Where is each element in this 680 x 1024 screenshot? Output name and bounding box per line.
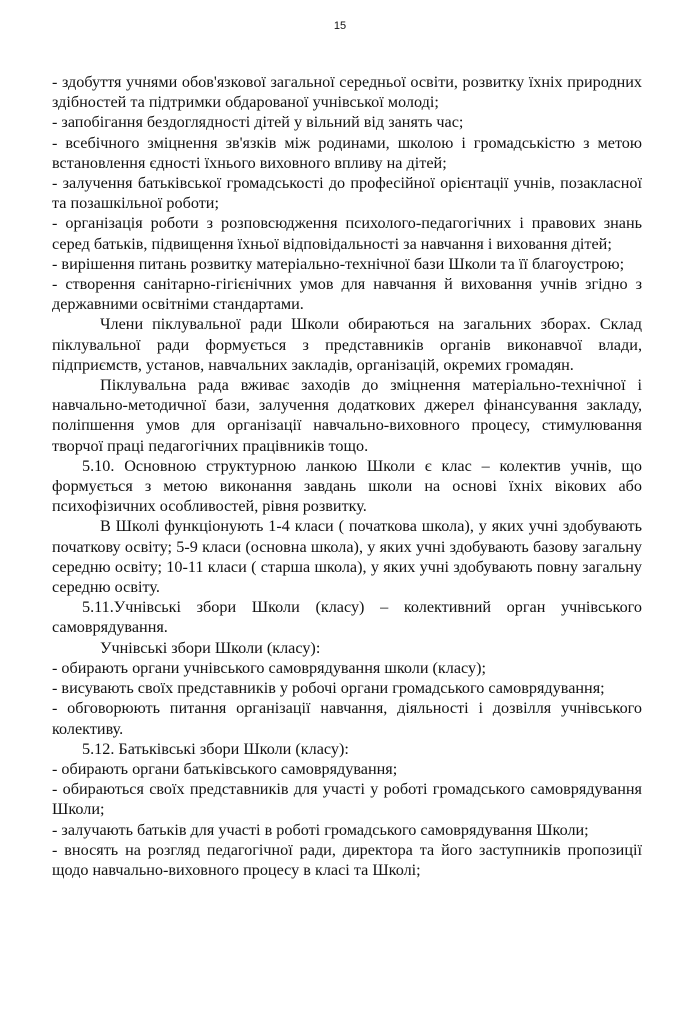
subheading: Учнівські збори Школи (класу): <box>100 638 321 657</box>
paragraph: Члени піклувальної ради Школи обираються на загальних зборах. Склад піклувальної ради формується з представників органів виконавчої влади, підприємств, установ, навчальних закладів, організацій, окремих громадян. <box>52 315 642 374</box>
list-item: - залучення батьківської громадськості до професійної орієнтації учнів, позакласної та позашкільної роботи; <box>52 174 642 213</box>
list-item: - обговорюють питання організації навчання, діяльності і дозвілля учнівського колективу. <box>52 699 642 738</box>
document-body <box>52 72 642 880</box>
list-item: - обирають органи батьківського самоврядування; <box>52 759 398 778</box>
list-item: - залучають батьків для участі в роботі громадського самоврядування Школи; <box>52 820 589 839</box>
section-paragraph: 5.12. Батьківські збори Школи (класу): <box>82 739 349 758</box>
list-item: - вирішення питань розвитку матеріально-технічної бази Школи та її благоустрою; <box>52 254 625 273</box>
list-item: - всебічного зміцнення зв'язків між родинами, школою і громадськістю з метою встановлення єдності їхнього виховного впливу на дітей; <box>52 133 642 172</box>
paragraph: Піклувальна рада вживає заходів до зміцнення матеріально-технічної і навчально-методичної бази, залучення додаткових джерел фінансування закладу, поліпшення умов для організації навчально-виховного процесу, стимулювання творчої праці педагогічних працівників тощо. <box>52 376 642 455</box>
paragraph: В Школі функціонують 1-4 класи ( початкова школа), у яких учні здобувають початкову освіту; 5-9 класи (основна школа), у яких учні здобувають базову загальну середню освіту; 10-11 класи ( старша школа), у яких учні здобувають повну загальну середню освіту. <box>52 517 642 597</box>
page-number: 15 <box>333 20 347 32</box>
list-item: - здобуття учнями обов'язкової загальної середньої освіти, розвитку їхніх природних здібностей та підтримки обдарованої учнівської молоді; <box>52 73 642 112</box>
list-item: - висувають своїх представників у робочі органи громадського самоврядування; <box>52 679 605 698</box>
list-item: - створення санітарно-гігієнічних умов для навчання й виховання учнів згідно з державними освітніми стандартами. <box>52 275 642 314</box>
section-paragraph: 5.10. Основною структурною ланкою Школи є клас – колектив учнів, що формується з метою виконання завдань школи на основі їхніх вікових або психофізичних особливостей, рівня розвитку. <box>52 456 642 516</box>
list-item: - запобігання бездоглядності дітей у вільний від занять час; <box>52 113 464 132</box>
list-item: - обираються своїх представників для участі у роботі громадського самоврядування Школи; <box>52 780 642 819</box>
section-paragraph: 5.11.Учнівські збори Школи (класу) – колективний орган учнівського самоврядування. <box>52 598 642 637</box>
list-item: - обирають органи учнівського самоврядування школи (класу); <box>52 658 486 677</box>
list-item: - організація роботи з розповсюдження психолого-педагогічних і правових знань серед батьків, підвищення їхньої відповідальності за навчання і виховання дітей; <box>52 214 642 253</box>
list-item: - вносять на розгляд педагогічної ради, директора та його заступників пропозиції щодо навчально-виховного процесу в класі та Школі; <box>52 840 642 879</box>
